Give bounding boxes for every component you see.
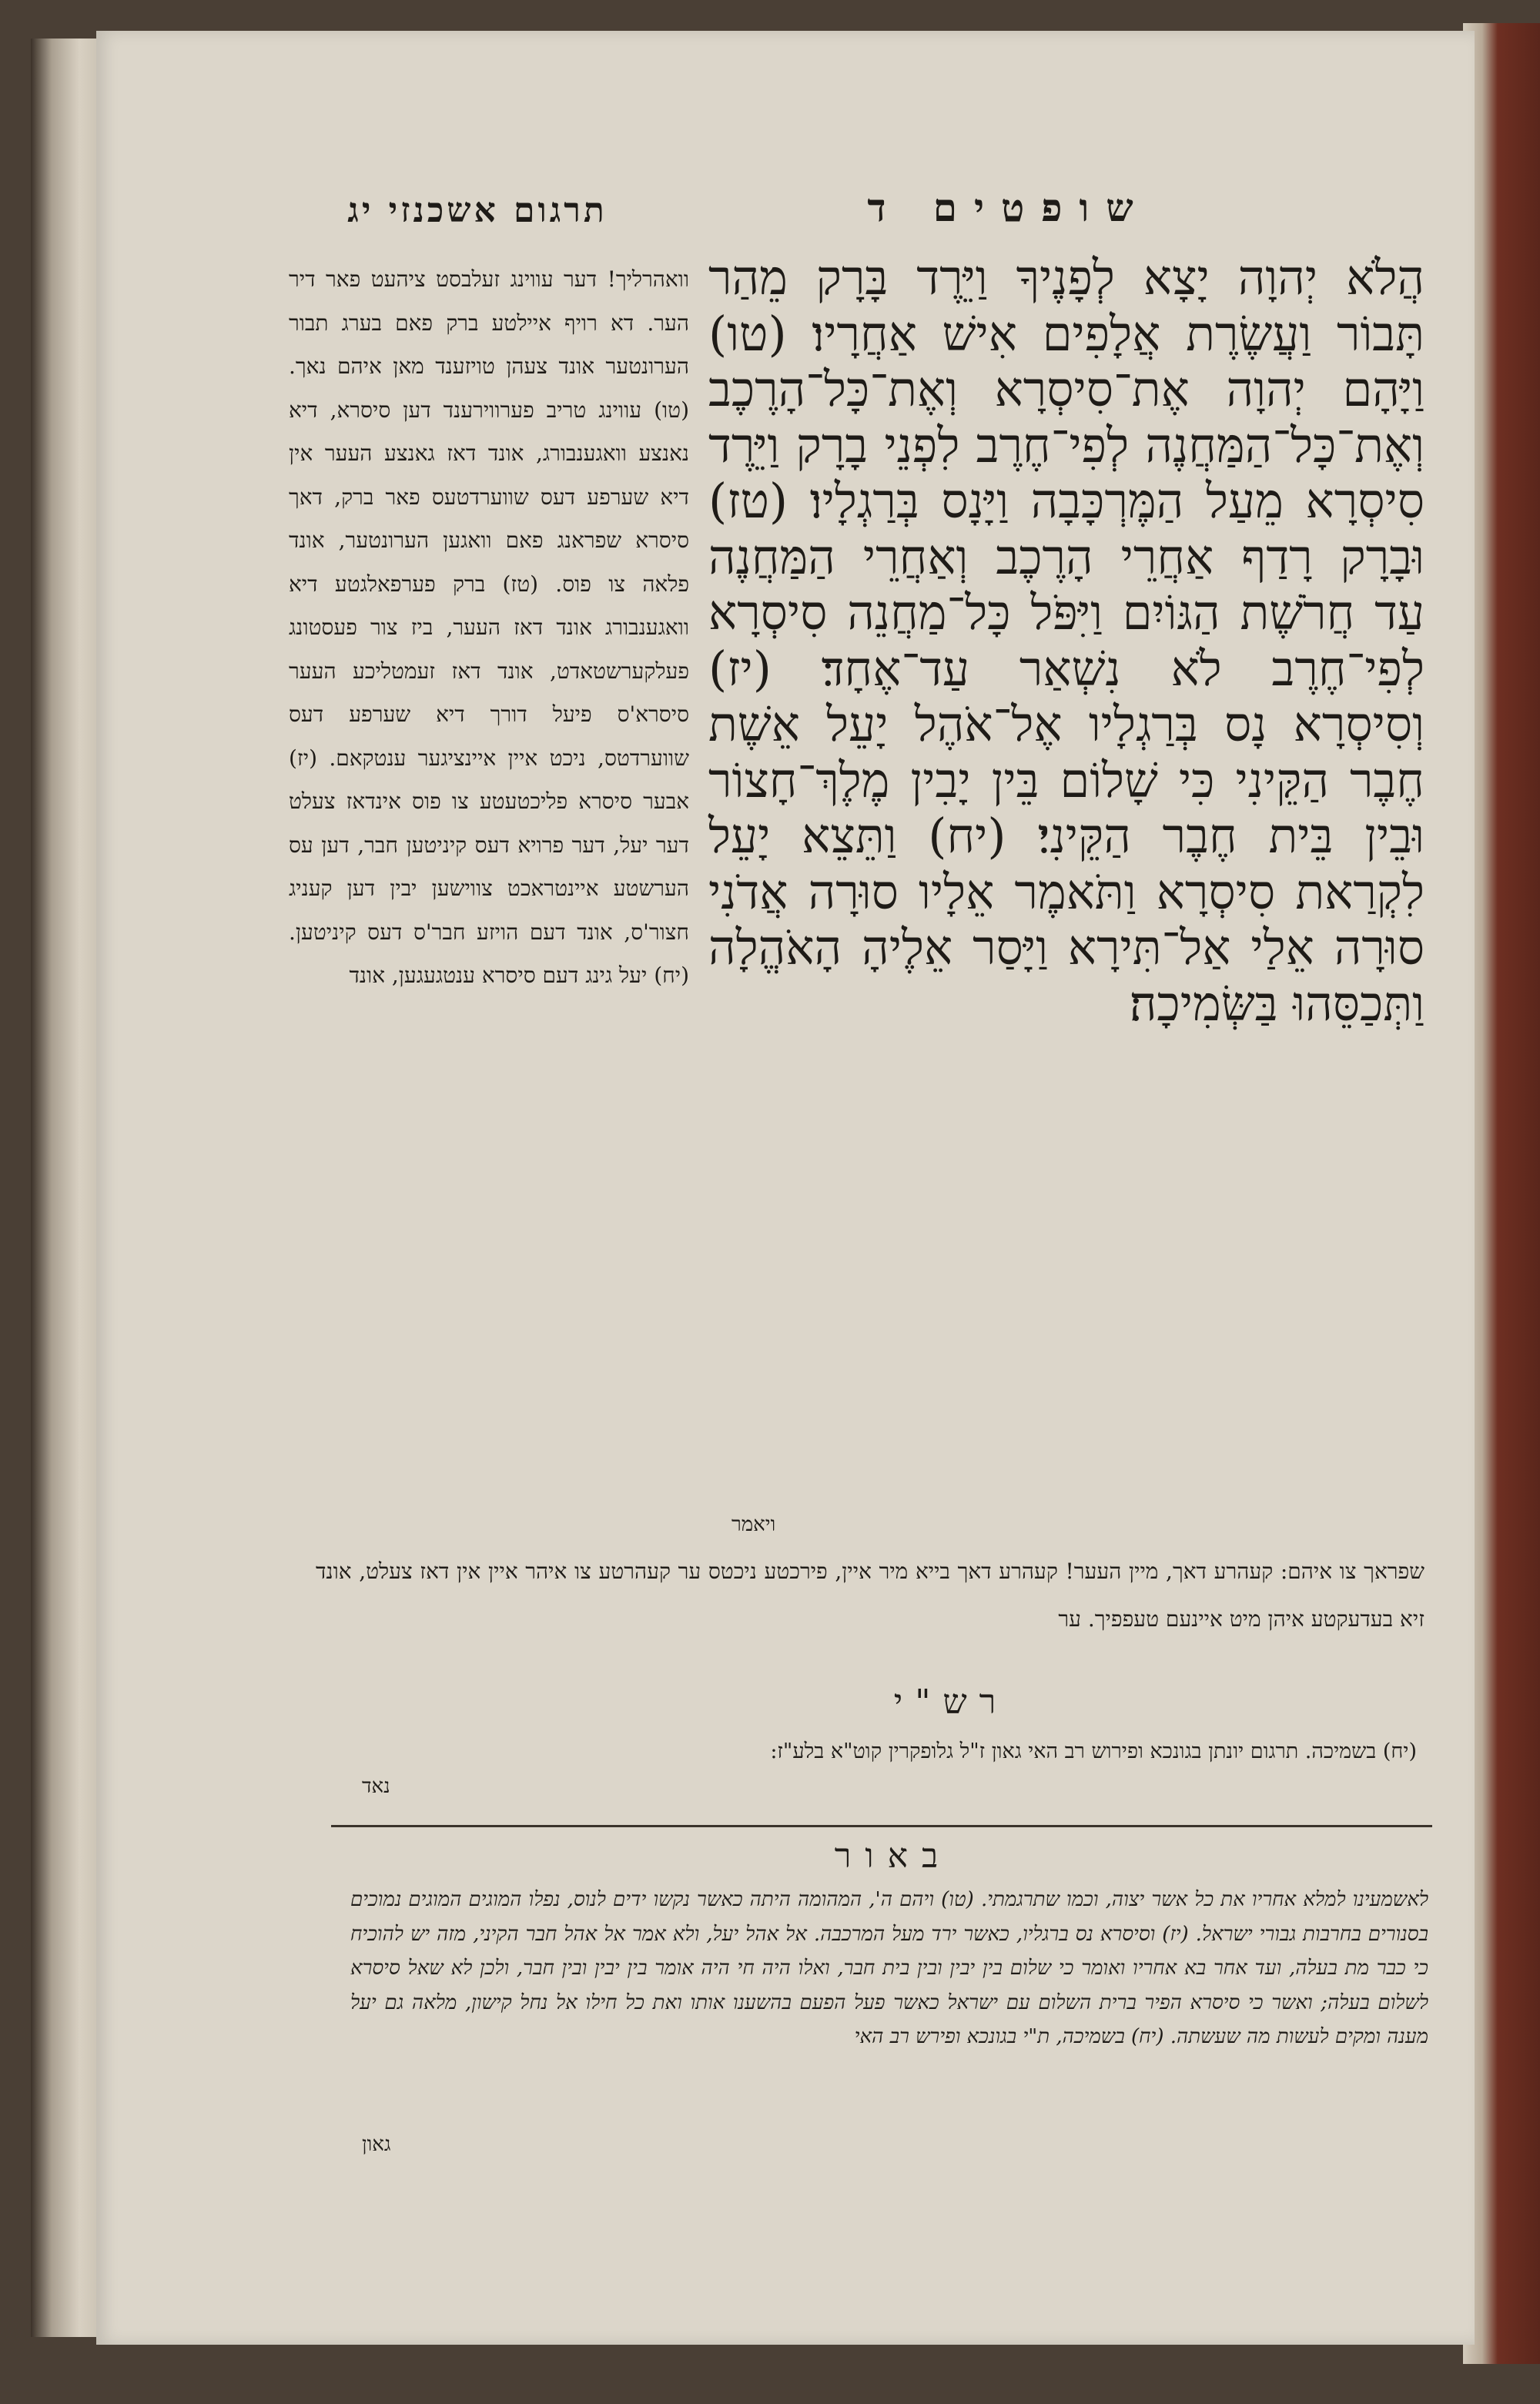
main-column-title: שופטים ד: [867, 185, 1150, 230]
biur-heading: באור: [834, 1836, 952, 1876]
translation-continuation: שפראך צו איהם: קעהרע דאך, מיין העער! קעהרע דאך בייא מיר איין, פירכטע ניכטס ער קעהרטע צו איהר איין אין דאז צעלט, אונד זיא בעדעקטע איהן מיט איינעם טעפפיך. ער: [316, 1559, 1424, 1632]
biur-text: לאשמעינו למלא אחריו את כל אשר יצוה, וכמו שתרגמתי. (טו) ויהם ה', המהומה היתה כאשר נקשו ידים לנוס, נפלו המוגים המוגים נמוכים בסנורים בחרבות גבורי ישראל. (יז) וסיסרא נס ברגליו, כאשר ירד מעל המרכבה. אל אהל יעל, ולא אמר אל אהל חבר הקיני, מזה יש להוכיח כי כבר מת בעלה, ועד אחר בא אחריו ואומר כי שלום בין יבין ובין בית חבר, ואלו היה חי היה אומר בין יבין ובין חבר, ולכן לא שאל סיסרא לשלום בעלה; ואשר כי סיסרא הפיר ברית השלום עם ישראל כאשר פעל הפעם בהשענו אותו ואת כל חילו אל נחל קישון, מלאה גם יעל מענה ומקים לעשות מה שעשתה. (יח) בשמיכה, ת"י בגונכא ופירש רב האי: [350, 1888, 1428, 2048]
rashi-catchword: נאד: [362, 1775, 390, 1798]
page-edge-right: [1463, 23, 1540, 2364]
scripture-text: הֲלֹא יְהוָה יָצָא לְפָנֶיךָ וַיֵּרֶד בָּרָק מֵהַר תָּבוֹר וַעֲשֶׂרֶת אֲלָפִים אִישׁ אַחֲרָיו׃ (טו) וַיָּהָם יְהוָה אֶת־סִיסְרָא וְאֶת־כָּל־הָרֶכֶב וְאֶת־כָּל־הַמַּחֲנֶה לְפִי־חֶרֶב לִפְנֵי בָרָק וַיֵּרֶד סִיסְרָא מֵעַל הַמֶּרְכָּבָה וַיָּנָס בְּרַגְלָיו׃ (טז) וּבָרָק רָדַף אַחֲרֵי הָרֶכֶב וְאַחֲרֵי הַמַּחֲנֶה עַד חֲרֹשֶׁת הַגּוֹיִם וַיִּפֹּל כָּל־מַחֲנֵה סִיסְרָא לְפִי־חֶרֶב לֹא נִשְׁאַר עַד־אֶחָד׃ (יז) וְסִיסְרָא נָס בְּרַגְלָיו אֶל־אֹהֶל יָעֵל אֵשֶׁת חֶבֶר הַקֵּינִי כִּי שָׁלוֹם בֵּין יָבִין מֶלֶךְ־חָצוֹר וּבֵין בֵּית חֶבֶר הַקֵּינִי׃ (יח) וַתֵּצֵא יָעֵל לִקְרַאת סִיסְרָא וַתֹּאמֶר אֵלָיו סוּרָה אֲדֹנִי סוּרָה אֵלַי אַל־תִּירָא וַיָּסַר אֵלֶיהָ הָאֹהֱלָה וַתְּכַסֵּהוּ בַּשְּׂמִיכָה׃: [708, 249, 1424, 1032]
page-edge-left: [31, 39, 100, 2337]
translation-column-title: תרגום אשכנזי יג: [347, 191, 608, 230]
section-divider: [331, 1825, 1432, 1827]
rashi-heading: רש"י: [893, 1682, 1009, 1722]
rashi-text: (יח) בשמיכה. תרגום יונתן בגונכא ופירוש רב האי גאון ז"ל גלופקרין קוט"א בלע"ז:: [770, 1739, 1417, 1763]
biur-catchword: גאון: [362, 2133, 391, 2156]
scripture-catchword: ויאמר: [732, 1513, 776, 1536]
translation-text: וואהרליך! דער עווינג זעלבסט ציהעט פאר דיר הער. דא רויף איילטע ברק פאם בערג תבור הערונטער אונד צעהן טויזענד מאן איהם נאך. (טו) עווינג טריב פערווירענד דען סיסרא, דיא נאנצע וואגענבורג, אונד דאז גאנצע העער אין דיא שערפע דעס שווערדטעס פאר ברק, דאך סיסרא שפראנג פאם וואגען הערונטער, אונד פלאה צו פוס. (טז) ברק פערפאלגטע דיא וואגענבורג אונד דאז העער, ביז צור פעסטונג פעלקערשטאדט, אונד דאז זעמטליכע העער סיסרא'ס פיעל דורך דיא שערפע דעס שווערדטס, ניכט איין איינציגער ענטקאם. (יז) אבער סיסרא פליכטעטע צו פוס אינדאז צעלט דער יעל, דער פרויא דעס קיניטען חבר, דען עס הערשטע איינטראכט צווישען יבין דען קעניג חצור'ס, אונד דעם הויזע חבר'ס דעס קיניטען. (יח) יעל גינג דעם סיסרא ענטגעגען, אונד: [289, 266, 689, 988]
